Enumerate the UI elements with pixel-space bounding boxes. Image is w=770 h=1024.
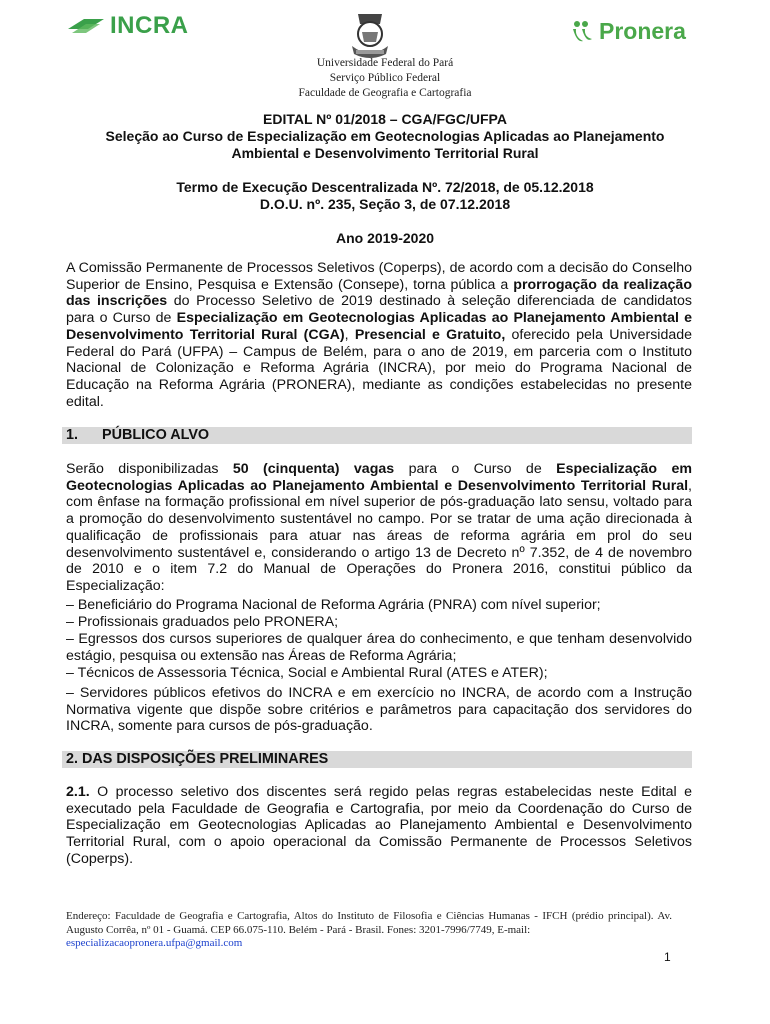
edital-year: Ano 2019-2020 — [335, 230, 435, 246]
pronera-logo — [570, 18, 686, 45]
intro-paragraph: A Comissão Permanente de Processos Seletivos (Coperps), de acordo com a decisão do Conselho Superior de Ensino, Pesquisa e Extensão (Consepe), torna pública a prorrogação da realização das inscrições do Processo Seletivo de 2019 destinado à seleção diferenciada de candidatos para o Curso de Especialização em Geotecnologias Aplicadas ao Planejamento Ambiental e Desenvolvimento Territorial Rural (CGA), Presencial e Gratuito, oferecido pela Universidade Federal do Pará (UFPA) – Campus de Belém, para o ano de 2019, em parceria com o Instituto Nacional de Colonização e Reforma Agrária (INCRA), por meio do Programa Nacional de Educação na Reforma Agrária (PRONERA), mediante as condições estabelecidas no presente edital. — [66, 260, 693, 410]
incra-leaf-icon — [66, 15, 106, 37]
list-item: – Beneficiário do Programa Nacional de Reforma Agrária (PNRA) com nível superior; — [66, 597, 601, 613]
edital-title: EDITAL Nº 01/2018 – CGA/FGC/UFPA — [263, 111, 507, 127]
university-crest-icon — [346, 10, 394, 60]
section-heading-publico-alvo — [62, 427, 692, 444]
section-title: PÚBLICO ALVO — [102, 427, 210, 443]
institution-line: Serviço Público Federal — [329, 72, 441, 84]
pronera-logo-text: Pronera — [599, 18, 686, 44]
page-number: 1 — [664, 950, 671, 964]
list-item: – Profissionais graduados pelo PRONERA; — [66, 614, 339, 630]
dou-line: D.O.U. nº. 235, Seção 3, de 07.12.2018 — [259, 196, 511, 212]
publico-alvo-paragraph: Serão disponibilizadas 50 (cinquenta) vagas para o Curso de Especialização em Geotecnologias Aplicadas ao Planejamento Ambiental e Desenvolvimento Territorial Rural, com ênfase na formação profissional em nível superior de pós-graduação lato sensu, voltado para a promoção do desenvolvimento sustentável no campo. Por se tratar de uma ação direcionada à qualificação de profissionais para atuar nas áreas de reforma agrária em prol do seu desenvolvimento sustentável e, considerando o artigo 13 de Decreto nº 7.352, de 4 de novembro de 2010 e o item 7.2 do Manual de Operações do Pronera 2016, constitui público da Especialização: — [66, 461, 692, 594]
section-heading-disposicoes — [62, 751, 692, 768]
institution-line: Faculdade de Geografia e Cartografia — [298, 87, 472, 99]
list-item: – Servidores públicos efetivos do INCRA e em exercício no INCRA, de acordo com a Instrução Normativa vigente que dispõe sobre critérios e parâmetros para capacitação dos servidores do INCRA, somente para cursos de pós-graduação. — [66, 685, 692, 735]
edital-subtitle: Ambiental e Desenvolvimento Territorial Rural — [231, 145, 539, 161]
email-link[interactable]: especializacaopronera.ufpa@gmail.com — [66, 937, 243, 949]
edital-subtitle: Seleção ao Curso de Especialização em Geotecnologias Aplicadas ao Planejamento — [105, 128, 665, 144]
footer-address — [66, 910, 672, 951]
list-item: – Egressos dos cursos superiores de qualquer área do conhecimento, e que tenham desenvolvido estágio, pesquisa ou extensão nas Áreas de Reforma Agrária; — [66, 631, 692, 664]
address-text: Endereço: Faculdade de Geografia e Cartografia, Altos do Instituto de Filosofia e Ciências Humanas - IFCH (prédio principal). Av. Augusto Corrêa, nº 01 - Guamá. CEP 66.075-110. Belém - Pará - Brasil. Fones: 3201-7996/7749, E-mail: — [66, 910, 672, 936]
section-number: 1. — [66, 427, 79, 443]
pronera-people-icon — [570, 19, 596, 45]
list-item: – Técnicos de Assessoria Técnica, Social e Ambiental Rural (ATES e ATER); — [66, 665, 548, 681]
disposicoes-paragraph: 2.1. O processo seletivo dos discentes será regido pelas regras estabelecidas neste Edital e executado pela Faculdade de Geografia e Cartografia, por meio da Coordenação do Curso de Especialização em Geotecnologias Aplicadas ao Planejamento Ambiental e Desenvolvimento Territorial Rural, com o apoio operacional da Comissão Permanente de Processos Seletivos (Coperps). — [66, 784, 692, 867]
termo-line: Termo de Execução Descentralizada Nº. 72/2018, de 05.12.2018 — [176, 179, 594, 195]
section-title: 2. DAS DISPOSIÇÕES PRELIMINARES — [66, 751, 329, 767]
incra-logo — [66, 12, 189, 40]
incra-logo-text: INCRA — [110, 12, 189, 39]
institution-line: Universidade Federal do Pará — [316, 57, 454, 69]
